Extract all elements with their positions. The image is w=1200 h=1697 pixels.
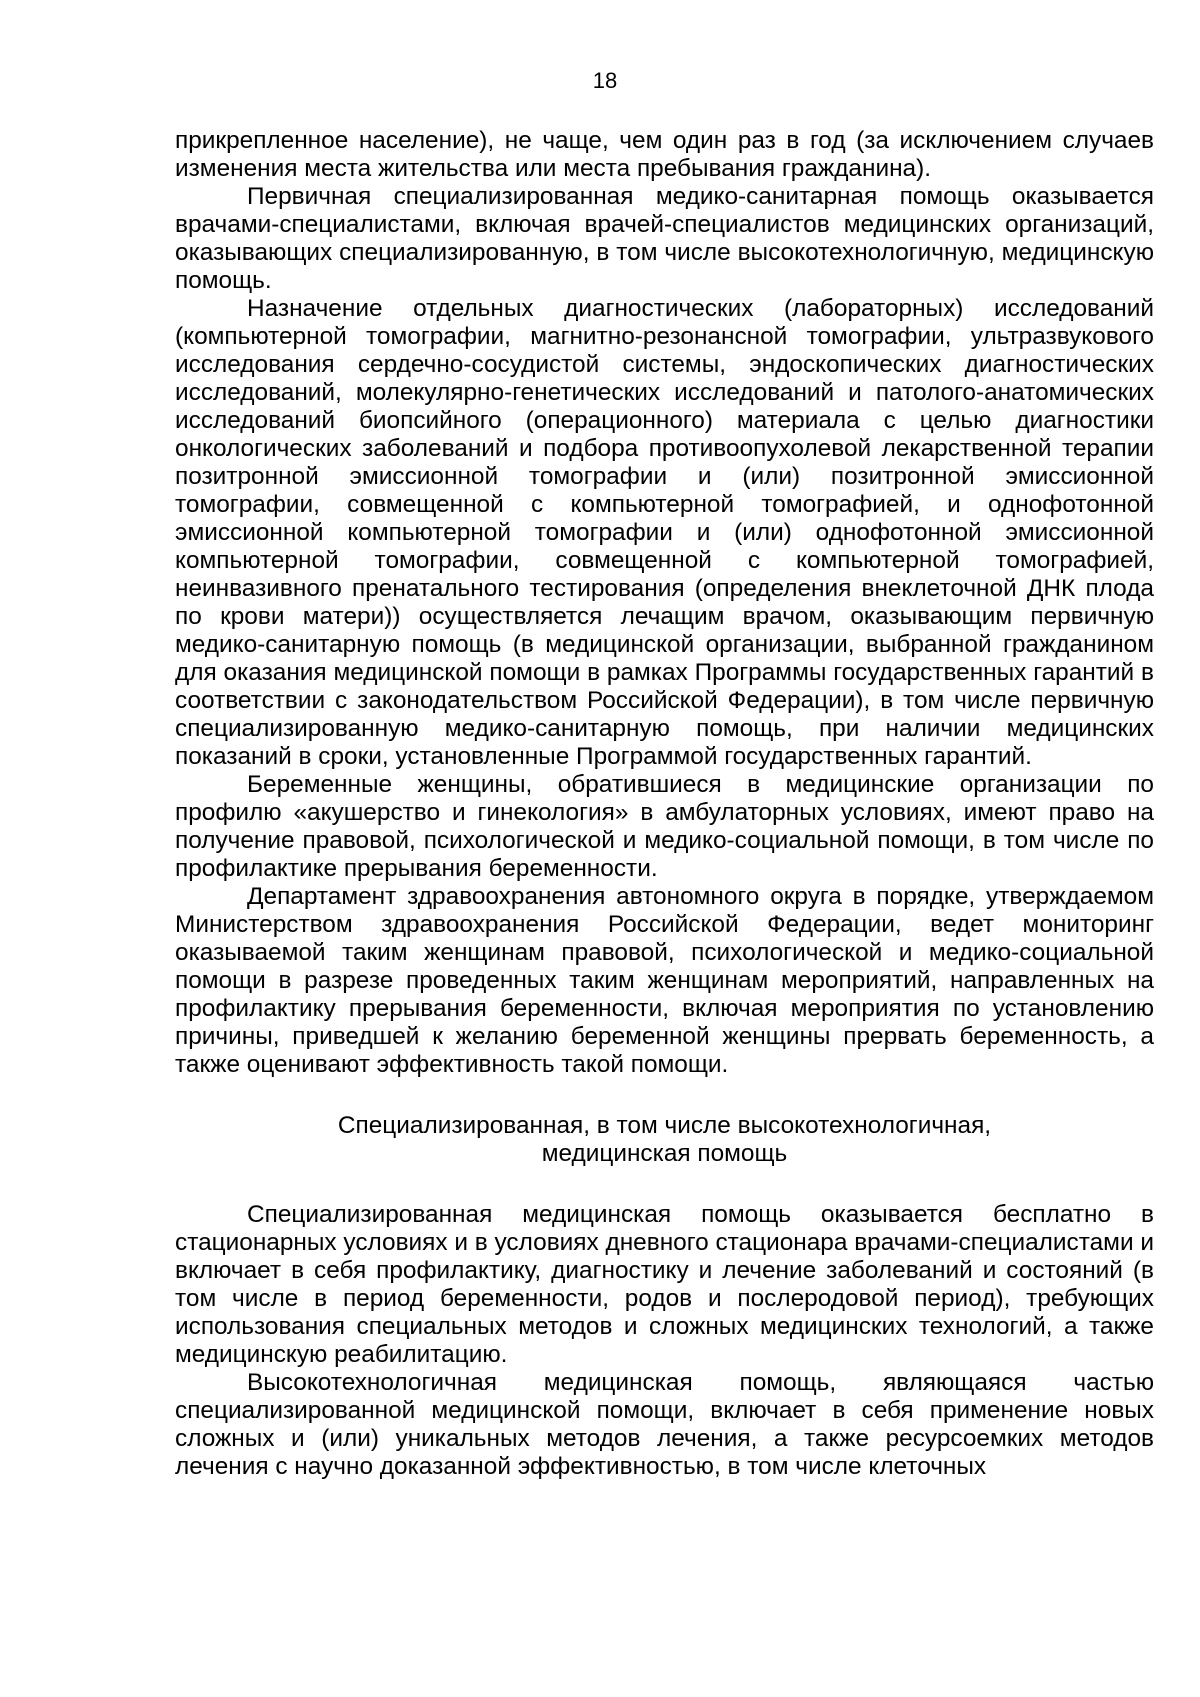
section-heading-line-2: медицинская помощь xyxy=(541,1140,788,1167)
page-number: 18 xyxy=(592,68,618,93)
section-heading xyxy=(175,1112,1154,1168)
document-body xyxy=(175,127,1154,1481)
section-heading-line-1: Специализированная, в том числе высокотехнологичная, xyxy=(337,1112,992,1139)
paragraph-primary-specialized-care: Первичная специализированная медико-санитарная помощь оказывается врачами-специалистами, включая врачей-специалистов медицинских организаций, оказывающих специализированную, в том числе высокотехнологичную, медицинскую помощь. xyxy=(175,183,1154,294)
paragraph-specialized-care: Специализированная медицинская помощь оказывается бесплатно в стационарных условиях и в условиях дневного стационара врачами-специалистами и включает в себя профилактику, диагностику и лечение заболеваний и состояний (в том числе в период беременности, родов и послеродовой период), требующих использования специальных методов и сложных медицинских технологий, а также медицинскую реабилитацию. xyxy=(175,1201,1154,1368)
paragraph-health-department-monitoring: Департамент здравоохранения автономного округа в порядке, утверждаемом Министерством здравоохранения Российской Федерации, ведет мониторинг оказываемой таким женщинам правовой, психологической и медико-социальной помощи в разрезе проведенных таким женщинам мероприятий, направленных на профилактику прерывания беременности, включая мероприятия по установлению причины, приведшей к желанию беременной женщины прервать беременность, а также оценивают эффективность такой помощи. xyxy=(175,883,1154,1078)
paragraph-high-tech-care: Высокотехнологичная медицинская помощь, являющаяся частью специализированной медицинской помощи, включает в себя применение новых сложных и (или) уникальных методов лечения, а также ресурсоемких методов лечения с научно доказанной эффективностью, в том числе клеточных xyxy=(175,1369,1154,1480)
paragraph-diagnostic-tests: Назначение отдельных диагностических (лабораторных) исследований (компьютерной томографии, магнитно-резонансной томографии, ультразвукового исследования сердечно-сосудистой системы, эндоскопических диагностических исследований, молекулярно-генетических исследований и патолого-анатомических исследований биопсийного (операционного) материала с целью диагностики онкологических заболеваний и подбора противоопухолевой лекарственной терапии позитронной эмиссионной томографии и (или) позитронной эмиссионной томографии, совмещенной с компьютерной томографией, и однофотонной эмиссионной компьютерной томографии и (или) однофотонной эмиссионной компьютерной томографии, совмещенной с компьютерной томографией, неинвазивного пренатального тестирования (определения внеклеточной ДНК плода по крови матери)) осуществляется лечащим врачом, оказывающим первичную медико-санитарную помощь (в медицинской организации, выбранной гражданином для оказания медицинской помощи в рамках Программы государственных гарантий в соответствии с законодательством Российской Федерации), в том числе первичную специализированную медико-санитарную помощь, при наличии медицинских показаний в сроки, установленные Программой государственных гарантий. xyxy=(175,295,1154,770)
paragraph-pregnant-women: Беременные женщины, обратившиеся в медицинские организации по профилю «акушерство и гинекология» в амбулаторных условиях, имеют право на получение правовой, психологической и медико-социальной помощи, в том числе по профилактике прерывания беременности. xyxy=(175,771,1154,882)
paragraph-attached-population: прикрепленное население), не чаще, чем один раз в год (за исключением случаев изменения места жительства или места пребывания гражданина). xyxy=(175,127,1154,182)
